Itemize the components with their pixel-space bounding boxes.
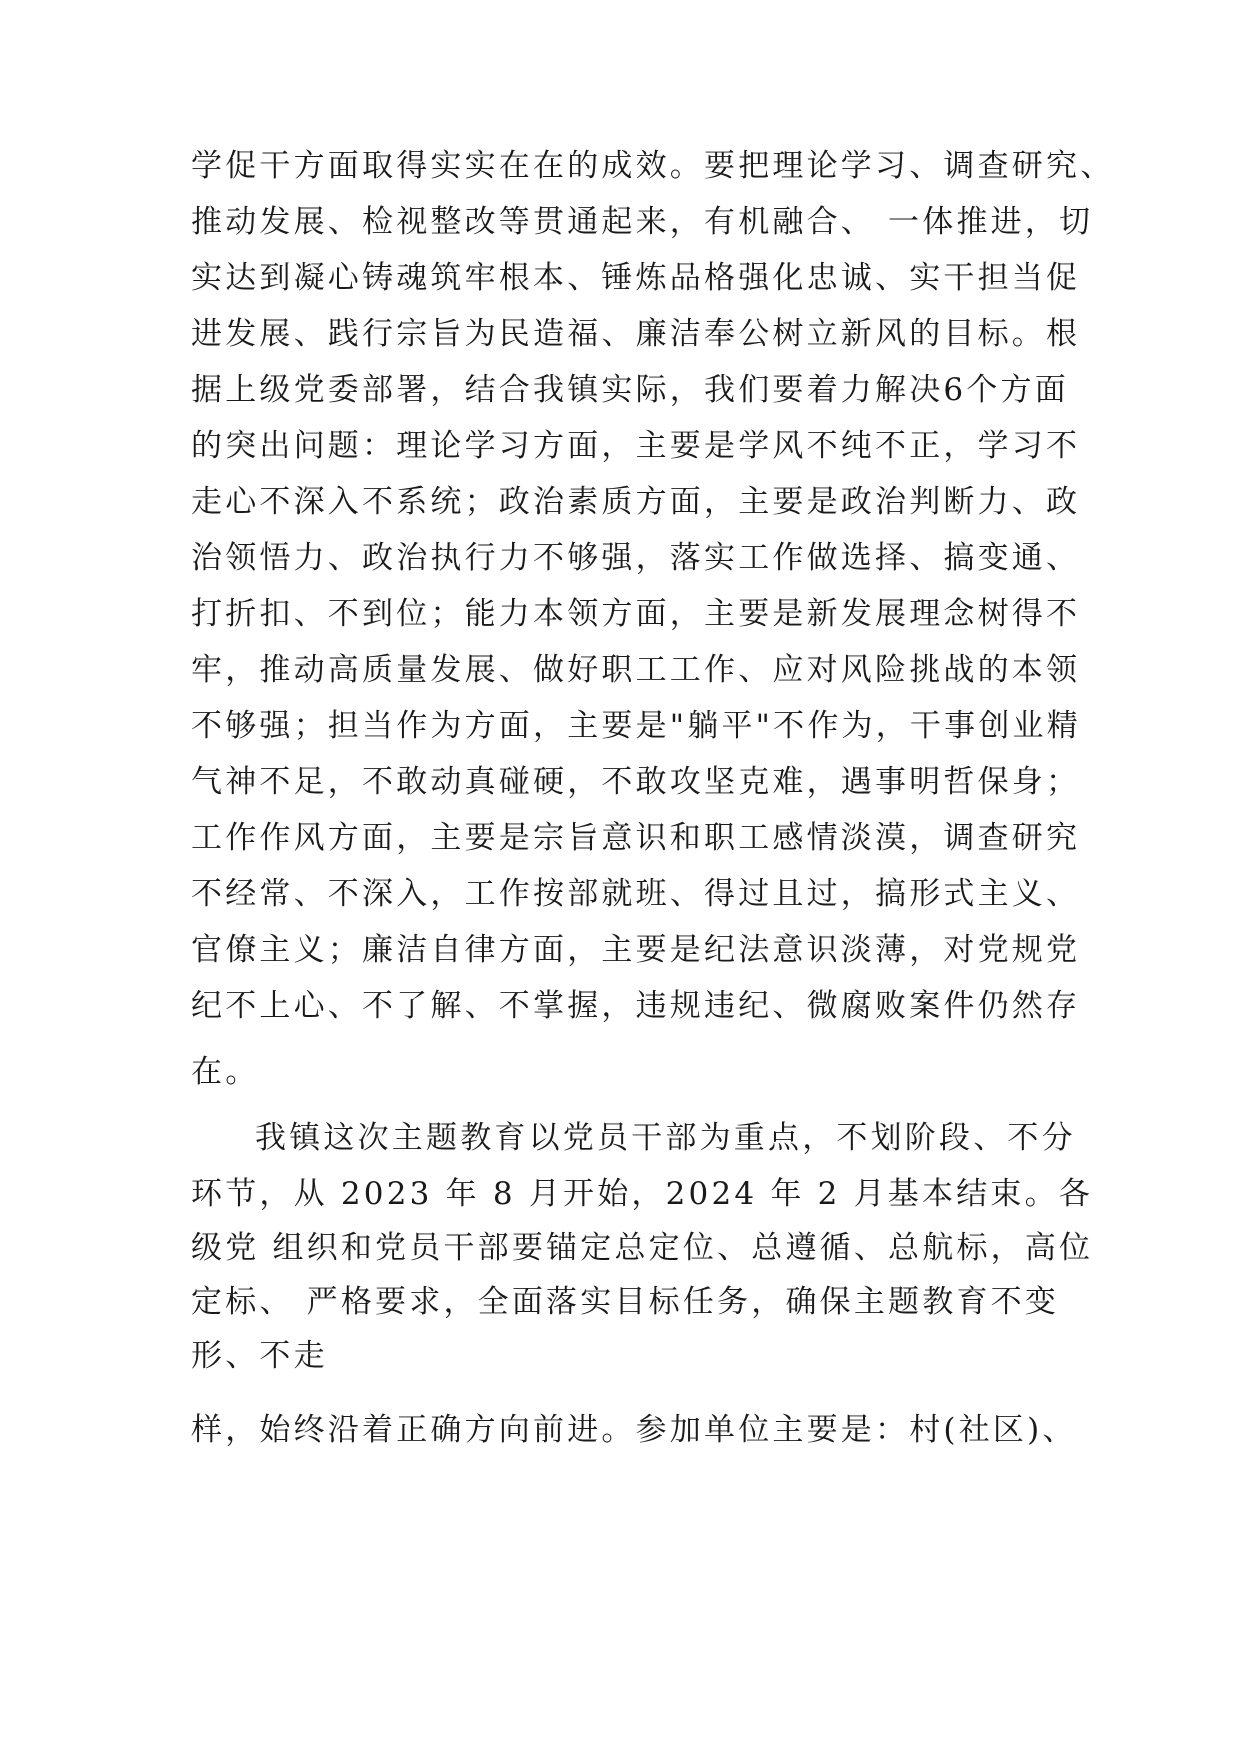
- paragraph-line: 走心不深入不系统；政治素质方面，主要是政治判断力、政: [191, 484, 1081, 520]
- paragraph-line: 气神不足，不敢动真碰硬，不敢攻坚克难，遇事明哲保身；: [191, 764, 1081, 800]
- paragraph-line: 实达到凝心铸魂筑牢根本、锤炼品格强化忠诚、实干担当促: [191, 260, 1081, 296]
- paragraph-line: 定标、 严格要求，全面落实目标任务，确保主题教育不变: [191, 1284, 1060, 1320]
- paragraph-line: 牢，推动高质量发展、做好职工工作、应对风险挑战的本领: [191, 652, 1081, 688]
- paragraph-line: 不经常、不深入，工作按部就班、得过且过，搞形式主义、: [191, 876, 1081, 912]
- paragraph-line: 进发展、践行宗旨为民造福、廉洁奉公树立新风的目标。根: [191, 316, 1081, 352]
- paragraph-line: 学促干方面取得实实在在的成效。要把理论学习、调查研究、: [191, 148, 1115, 184]
- paragraph-line: 不够强；担当作为方面，主要是"躺平"不作为，干事创业精: [191, 708, 1081, 744]
- paragraph-line: 的突出问题：理论学习方面，主要是学风不纯不正，学习不: [191, 428, 1081, 464]
- paragraph-line: 级党 组织和党员干部要锚定总定位、总遵循、总航标，高位: [191, 1230, 1094, 1266]
- paragraph-line: 治领悟力、政治执行力不够强，落实工作做选择、搞变通、: [191, 540, 1081, 576]
- paragraph-line: 样，始终沿着正确方向前进。参加单位主要是：村(社区)、: [191, 1412, 1077, 1448]
- paragraph-line: 在。: [191, 1054, 260, 1090]
- paragraph-line: 工作作风方面，主要是宗旨意识和职工感情淡漠，调查研究: [191, 820, 1081, 856]
- paragraph-line: 我镇这次主题教育以党员干部为重点，不划阶段、不分: [255, 1120, 1076, 1156]
- paragraph-line: 官僚主义；廉洁自律方面，主要是纪法意识淡薄，对党规党: [191, 932, 1081, 968]
- paragraph-line: 据上级党委部署，结合我镇实际，我们要着力解决6个方面: [191, 372, 1069, 408]
- paragraph-line: 形、不走: [191, 1338, 328, 1374]
- paragraph-line: 纪不上心、不了解、不掌握，违规违纪、微腐败案件仍然存: [191, 988, 1081, 1024]
- paragraph-line: 推动发展、检视整改等贯通起来，有机融合、 一体推进，切: [191, 204, 1094, 240]
- paragraph-line: 打折扣、不到位；能力本领方面，主要是新发展理念树得不: [191, 596, 1081, 632]
- paragraph-line: 环节，从 2023 年 8 月开始，2024 年 2 月基本结束。各: [191, 1176, 1094, 1212]
